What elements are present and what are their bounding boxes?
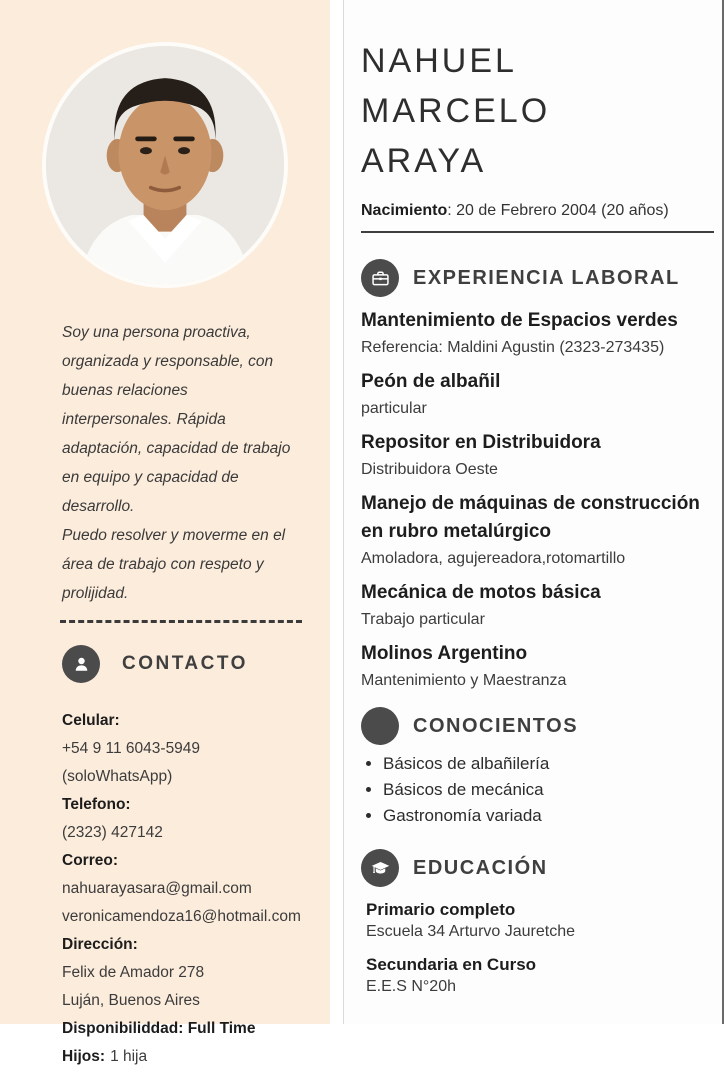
experience-title: Peón de albañil	[361, 371, 501, 392]
contact-label-row	[62, 931, 312, 959]
experience-detail: Mantenimiento y Maestranza	[361, 672, 567, 689]
contact-label-row	[62, 791, 312, 819]
contact-label-row	[62, 1043, 312, 1071]
contact-label: Dirección:	[62, 936, 138, 953]
birth-label: Nacimiento	[361, 202, 448, 219]
contact-item	[62, 1043, 312, 1071]
contact-list	[62, 707, 312, 1071]
experience-title: Manejo de máquinas de construcción en rubro metalúrgico	[361, 493, 700, 542]
experience-item	[361, 429, 714, 480]
education-item	[366, 954, 714, 997]
experience-title: Mantenimiento de Espacios verdes	[361, 310, 678, 331]
knowledge-item: • Básicos de mecánica	[383, 777, 714, 803]
experience-title: Mecánica de motos básica	[361, 582, 601, 603]
name-line: NAHUEL	[361, 42, 517, 80]
experience-detail: Distribuidora Oeste	[361, 461, 498, 478]
contact-item	[62, 931, 312, 1015]
education-school: E.E.S N°20h	[366, 978, 456, 995]
main-column	[343, 0, 724, 1024]
experience-title: Molinos Argentino	[361, 643, 528, 664]
experience-detail: Amoladora, agujereadora,rotomartillo	[361, 550, 626, 567]
contact-value: Felix de Amador 278	[62, 964, 205, 981]
contact-label: Correo:	[62, 852, 118, 869]
education-item	[366, 899, 714, 942]
contact-value: nahuarayasara@gmail.com	[62, 880, 252, 897]
briefcase-icon	[361, 259, 399, 297]
education-school: Escuela 34 Arturvo Jauretche	[366, 923, 576, 940]
contact-item	[62, 707, 312, 791]
contact-item	[62, 847, 312, 931]
birth-row	[361, 202, 714, 233]
experience-item	[361, 368, 714, 419]
contact-value: veronicamendoza16@hotmail.com	[62, 908, 301, 925]
person-name	[361, 36, 714, 186]
education-section-title: EDUCACIÓN	[413, 856, 548, 879]
experience-section-header	[361, 259, 714, 297]
contact-label: Celular:	[62, 712, 120, 729]
education-title: Secundaria en Curso	[366, 955, 537, 974]
knowledge-list	[367, 751, 714, 829]
name-line: ARAYA	[361, 142, 487, 180]
knowledge-item: • Básicos de albañilería	[383, 751, 714, 777]
graduation-cap-icon	[361, 849, 399, 887]
experience-detail: Referencia: Maldini Agustin (2323-273435)	[361, 339, 665, 356]
name-line: MARCELO	[361, 92, 551, 130]
about-paragraph: Puedo resolver y moverme en el área de trabajo con respeto y prolijidad.	[62, 527, 286, 602]
contact-value: +54 9 11 6043-5949 (soloWhatsApp)	[62, 740, 201, 785]
contact-label-row	[62, 707, 312, 735]
education-title: Primario completo	[366, 900, 516, 919]
contact-label: Hijos:	[62, 1048, 106, 1065]
person-icon	[62, 645, 100, 683]
experience-item	[361, 490, 714, 569]
contact-section-header	[62, 645, 330, 683]
contact-value: (2323) 427142	[62, 824, 163, 841]
contact-label: Disponibiliddad: Full Time	[62, 1020, 256, 1037]
education-section-header	[361, 849, 714, 887]
about-paragraph: Soy una persona proactiva, organizada y responsable, con buenas relaciones interpersonales. Rápida adaptación, capacidad de trabajo en equipo y capacidad de desarrollo.	[62, 324, 291, 515]
contact-label: Telefono:	[62, 796, 131, 813]
contact-item	[62, 791, 312, 847]
contact-item	[62, 1015, 312, 1043]
contact-section-title: CONTACTO	[122, 653, 248, 674]
experience-detail: Trabajo particular	[361, 611, 485, 628]
profile-photo	[42, 42, 288, 288]
experience-title: Repositor en Distribuidora	[361, 432, 601, 453]
contact-label-row	[62, 847, 312, 875]
birth-value: : 20 de Febrero 2004 (20 años)	[447, 202, 669, 219]
contact-label-row	[62, 1015, 312, 1043]
knowledge-section-header	[361, 707, 714, 745]
sidebar	[0, 0, 330, 1065]
experience-item	[361, 307, 714, 358]
experience-list	[361, 307, 714, 691]
contact-value: Luján, Buenos Aires	[62, 992, 200, 1009]
knowledge-section-title: CONOCIENTOS	[413, 714, 579, 737]
about-text	[62, 318, 302, 608]
experience-item	[361, 640, 714, 691]
experience-section-title: EXPERIENCIA LABORAL	[413, 266, 680, 289]
portrait-illustration	[46, 46, 284, 284]
education-list	[361, 899, 714, 997]
experience-detail: particular	[361, 400, 427, 417]
contact-inline-value: 1 hija	[110, 1048, 148, 1065]
knowledge-item: • Gastronomía variada	[383, 803, 714, 829]
dashed-divider	[60, 620, 302, 623]
experience-item	[361, 579, 714, 630]
filled-circle-icon	[361, 707, 399, 745]
